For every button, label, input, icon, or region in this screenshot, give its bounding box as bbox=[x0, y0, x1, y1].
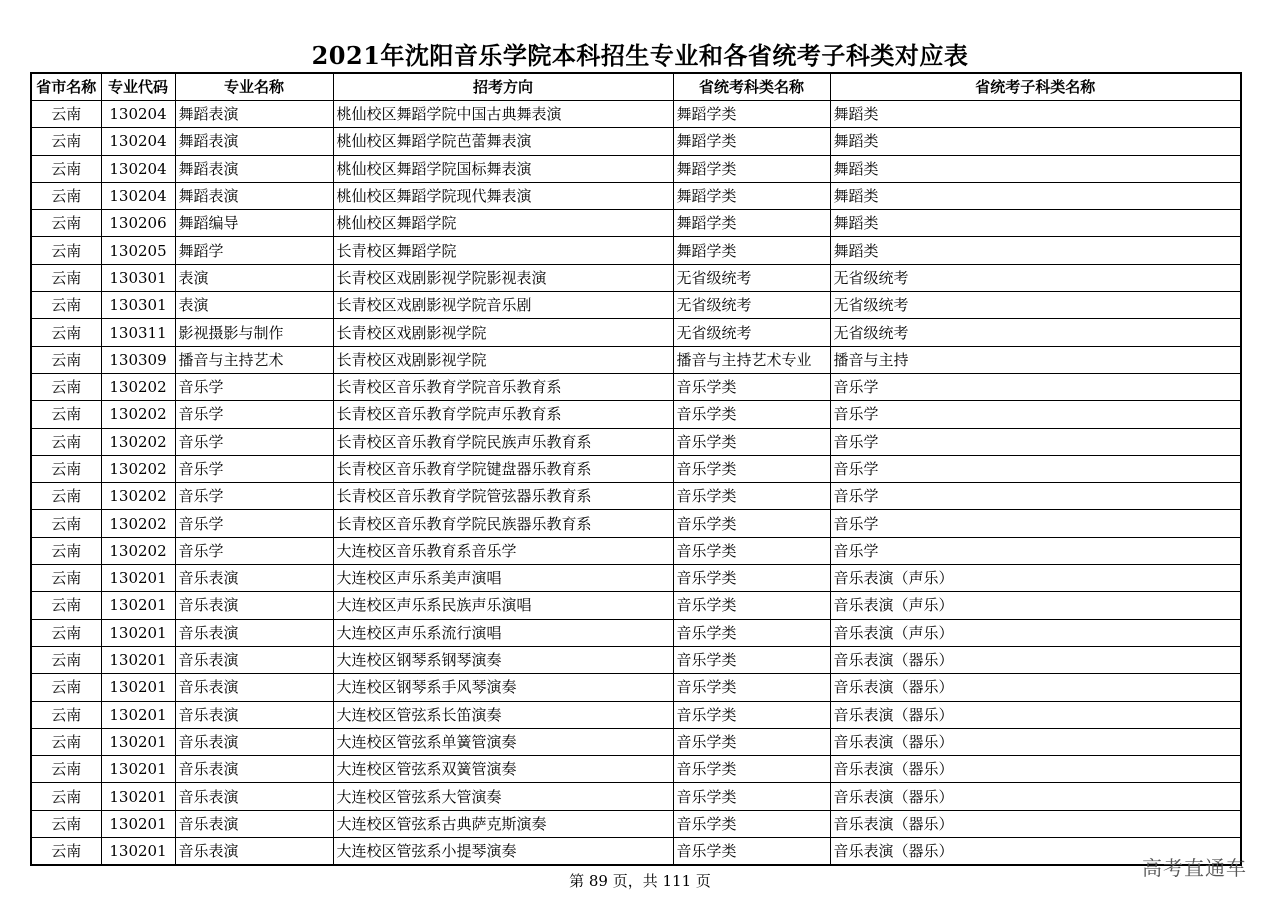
header-province: 省市名称 bbox=[31, 73, 101, 101]
cell-major-code: 130201 bbox=[101, 728, 175, 755]
table-row bbox=[31, 292, 1241, 319]
cell-direction: 长青校区音乐教育学院管弦器乐教育系 bbox=[333, 483, 673, 510]
cell-major-code: 130311 bbox=[101, 319, 175, 346]
table-row bbox=[31, 483, 1241, 510]
cell-major-name: 音乐表演 bbox=[175, 838, 333, 866]
header-category: 省统考科类名称 bbox=[673, 73, 830, 101]
cell-category: 音乐学类 bbox=[673, 674, 830, 701]
cell-major-code: 130202 bbox=[101, 455, 175, 482]
table-row bbox=[31, 537, 1241, 564]
cell-subcategory: 舞蹈类 bbox=[830, 101, 1241, 128]
table-header-row bbox=[31, 73, 1241, 101]
cell-major-code: 130201 bbox=[101, 619, 175, 646]
cell-subcategory: 舞蹈类 bbox=[830, 237, 1241, 264]
cell-subcategory: 音乐表演（声乐） bbox=[830, 565, 1241, 592]
cell-major-code: 130204 bbox=[101, 101, 175, 128]
cell-category: 舞蹈学类 bbox=[673, 182, 830, 209]
cell-category: 舞蹈学类 bbox=[673, 155, 830, 182]
cell-major-name: 音乐表演 bbox=[175, 592, 333, 619]
cell-province: 云南 bbox=[31, 101, 101, 128]
cell-major-code: 130201 bbox=[101, 565, 175, 592]
cell-major-name: 音乐学 bbox=[175, 483, 333, 510]
cell-major-code: 130201 bbox=[101, 783, 175, 810]
cell-province: 云南 bbox=[31, 674, 101, 701]
cell-subcategory: 播音与主持 bbox=[830, 346, 1241, 373]
table-row bbox=[31, 510, 1241, 537]
cell-province: 云南 bbox=[31, 783, 101, 810]
cell-province: 云南 bbox=[31, 237, 101, 264]
table-row bbox=[31, 373, 1241, 400]
cell-major-code: 130202 bbox=[101, 401, 175, 428]
cell-subcategory: 音乐表演（器乐） bbox=[830, 674, 1241, 701]
header-subcategory: 省统考子科类名称 bbox=[830, 73, 1241, 101]
cell-category: 无省级统考 bbox=[673, 319, 830, 346]
cell-category: 音乐学类 bbox=[673, 701, 830, 728]
cell-province: 云南 bbox=[31, 264, 101, 291]
cell-direction: 大连校区钢琴系钢琴演奏 bbox=[333, 646, 673, 673]
cell-direction: 长青校区戏剧影视学院影视表演 bbox=[333, 264, 673, 291]
cell-province: 云南 bbox=[31, 292, 101, 319]
cell-direction: 桃仙校区舞蹈学院芭蕾舞表演 bbox=[333, 128, 673, 155]
table-row bbox=[31, 428, 1241, 455]
cell-category: 无省级统考 bbox=[673, 292, 830, 319]
table-row bbox=[31, 101, 1241, 128]
cell-subcategory: 音乐学 bbox=[830, 373, 1241, 400]
cell-province: 云南 bbox=[31, 346, 101, 373]
cell-major-name: 音乐表演 bbox=[175, 756, 333, 783]
header-major-name: 专业名称 bbox=[175, 73, 333, 101]
cell-major-name: 音乐学 bbox=[175, 455, 333, 482]
cell-category: 音乐学类 bbox=[673, 455, 830, 482]
cell-province: 云南 bbox=[31, 537, 101, 564]
cell-category: 音乐学类 bbox=[673, 756, 830, 783]
cell-province: 云南 bbox=[31, 646, 101, 673]
table-row bbox=[31, 455, 1241, 482]
cell-major-code: 130206 bbox=[101, 210, 175, 237]
watermark: 高考直通车 bbox=[1142, 856, 1247, 880]
cell-subcategory: 舞蹈类 bbox=[830, 182, 1241, 209]
cell-direction: 大连校区管弦系古典萨克斯演奏 bbox=[333, 810, 673, 837]
cell-category: 音乐学类 bbox=[673, 838, 830, 866]
cell-direction: 大连校区声乐系美声演唱 bbox=[333, 565, 673, 592]
cell-category: 音乐学类 bbox=[673, 483, 830, 510]
cell-category: 音乐学类 bbox=[673, 537, 830, 564]
cell-subcategory: 音乐学 bbox=[830, 455, 1241, 482]
table-row bbox=[31, 346, 1241, 373]
cell-major-name: 表演 bbox=[175, 264, 333, 291]
cell-major-code: 130301 bbox=[101, 292, 175, 319]
cell-major-name: 音乐表演 bbox=[175, 701, 333, 728]
cell-category: 音乐学类 bbox=[673, 592, 830, 619]
cell-major-name: 音乐学 bbox=[175, 401, 333, 428]
cell-major-code: 130201 bbox=[101, 592, 175, 619]
cell-subcategory: 舞蹈类 bbox=[830, 210, 1241, 237]
cell-province: 云南 bbox=[31, 728, 101, 755]
page-footer: 第 89 页，共 111 页 bbox=[569, 872, 711, 890]
cell-direction: 长青校区戏剧影视学院音乐剧 bbox=[333, 292, 673, 319]
cell-major-name: 音乐学 bbox=[175, 373, 333, 400]
table-row bbox=[31, 319, 1241, 346]
cell-category: 音乐学类 bbox=[673, 428, 830, 455]
cell-province: 云南 bbox=[31, 155, 101, 182]
table-row bbox=[31, 810, 1241, 837]
cell-major-code: 130202 bbox=[101, 537, 175, 564]
cell-major-name: 表演 bbox=[175, 292, 333, 319]
cell-province: 云南 bbox=[31, 455, 101, 482]
cell-category: 音乐学类 bbox=[673, 373, 830, 400]
table-row bbox=[31, 674, 1241, 701]
table-row bbox=[31, 646, 1241, 673]
table-row bbox=[31, 756, 1241, 783]
cell-major-name: 音乐表演 bbox=[175, 728, 333, 755]
cell-province: 云南 bbox=[31, 128, 101, 155]
cell-direction: 长青校区音乐教育学院键盘器乐教育系 bbox=[333, 455, 673, 482]
header-major-code: 专业代码 bbox=[101, 73, 175, 101]
cell-subcategory: 音乐学 bbox=[830, 401, 1241, 428]
cell-category: 舞蹈学类 bbox=[673, 101, 830, 128]
cell-major-name: 音乐表演 bbox=[175, 783, 333, 810]
table-row bbox=[31, 128, 1241, 155]
table-row bbox=[31, 237, 1241, 264]
cell-subcategory: 无省级统考 bbox=[830, 292, 1241, 319]
table-row bbox=[31, 592, 1241, 619]
cell-major-code: 130309 bbox=[101, 346, 175, 373]
cell-major-name: 舞蹈编导 bbox=[175, 210, 333, 237]
cell-major-code: 130201 bbox=[101, 756, 175, 783]
cell-category: 音乐学类 bbox=[673, 810, 830, 837]
cell-major-code: 130202 bbox=[101, 373, 175, 400]
cell-major-code: 130201 bbox=[101, 646, 175, 673]
document-title: 2021年沈阳音乐学院本科招生专业和各省统考子科类对应表 bbox=[311, 41, 969, 70]
cell-province: 云南 bbox=[31, 373, 101, 400]
cell-direction: 长青校区音乐教育学院音乐教育系 bbox=[333, 373, 673, 400]
table-row bbox=[31, 401, 1241, 428]
cell-major-name: 舞蹈学 bbox=[175, 237, 333, 264]
cell-major-name: 影视摄影与制作 bbox=[175, 319, 333, 346]
cell-major-name: 舞蹈表演 bbox=[175, 182, 333, 209]
cell-major-name: 音乐学 bbox=[175, 510, 333, 537]
cell-province: 云南 bbox=[31, 319, 101, 346]
cell-direction: 长青校区音乐教育学院民族器乐教育系 bbox=[333, 510, 673, 537]
cell-major-name: 播音与主持艺术 bbox=[175, 346, 333, 373]
cell-category: 舞蹈学类 bbox=[673, 237, 830, 264]
cell-province: 云南 bbox=[31, 619, 101, 646]
cell-major-code: 130202 bbox=[101, 483, 175, 510]
cell-direction: 长青校区舞蹈学院 bbox=[333, 237, 673, 264]
cell-category: 音乐学类 bbox=[673, 565, 830, 592]
cell-subcategory: 音乐学 bbox=[830, 537, 1241, 564]
cell-province: 云南 bbox=[31, 756, 101, 783]
cell-subcategory: 舞蹈类 bbox=[830, 128, 1241, 155]
cell-subcategory: 音乐表演（器乐） bbox=[830, 646, 1241, 673]
cell-direction: 大连校区声乐系民族声乐演唱 bbox=[333, 592, 673, 619]
cell-province: 云南 bbox=[31, 182, 101, 209]
cell-major-name: 舞蹈表演 bbox=[175, 101, 333, 128]
table-row bbox=[31, 838, 1241, 866]
cell-subcategory: 音乐表演（器乐） bbox=[830, 838, 1241, 866]
cell-subcategory: 音乐学 bbox=[830, 428, 1241, 455]
cell-province: 云南 bbox=[31, 565, 101, 592]
cell-province: 云南 bbox=[31, 592, 101, 619]
cell-direction: 长青校区戏剧影视学院 bbox=[333, 319, 673, 346]
cell-province: 云南 bbox=[31, 810, 101, 837]
cell-subcategory: 音乐表演（器乐） bbox=[830, 701, 1241, 728]
cell-major-name: 音乐学 bbox=[175, 537, 333, 564]
table-row bbox=[31, 210, 1241, 237]
cell-major-code: 130201 bbox=[101, 674, 175, 701]
admissions-table bbox=[30, 72, 1242, 866]
cell-category: 音乐学类 bbox=[673, 728, 830, 755]
cell-province: 云南 bbox=[31, 510, 101, 537]
table-row bbox=[31, 264, 1241, 291]
cell-subcategory: 音乐表演（声乐） bbox=[830, 592, 1241, 619]
cell-major-code: 130201 bbox=[101, 810, 175, 837]
cell-direction: 长青校区戏剧影视学院 bbox=[333, 346, 673, 373]
cell-direction: 桃仙校区舞蹈学院 bbox=[333, 210, 673, 237]
cell-province: 云南 bbox=[31, 210, 101, 237]
table-row bbox=[31, 783, 1241, 810]
cell-category: 舞蹈学类 bbox=[673, 128, 830, 155]
cell-major-code: 130202 bbox=[101, 510, 175, 537]
cell-subcategory: 音乐表演（声乐） bbox=[830, 619, 1241, 646]
cell-major-code: 130202 bbox=[101, 428, 175, 455]
cell-major-name: 音乐表演 bbox=[175, 565, 333, 592]
cell-direction: 大连校区管弦系双簧管演奏 bbox=[333, 756, 673, 783]
cell-major-code: 130205 bbox=[101, 237, 175, 264]
cell-category: 舞蹈学类 bbox=[673, 210, 830, 237]
cell-major-name: 舞蹈表演 bbox=[175, 128, 333, 155]
cell-subcategory: 无省级统考 bbox=[830, 264, 1241, 291]
cell-major-code: 130201 bbox=[101, 701, 175, 728]
cell-direction: 大连校区音乐教育系音乐学 bbox=[333, 537, 673, 564]
cell-province: 云南 bbox=[31, 483, 101, 510]
cell-category: 播音与主持艺术专业 bbox=[673, 346, 830, 373]
cell-major-name: 音乐表演 bbox=[175, 619, 333, 646]
cell-major-code: 130204 bbox=[101, 155, 175, 182]
cell-major-code: 130204 bbox=[101, 128, 175, 155]
cell-major-name: 音乐学 bbox=[175, 428, 333, 455]
table-row bbox=[31, 701, 1241, 728]
cell-category: 音乐学类 bbox=[673, 646, 830, 673]
table-row bbox=[31, 728, 1241, 755]
cell-subcategory: 音乐表演（器乐） bbox=[830, 728, 1241, 755]
cell-province: 云南 bbox=[31, 428, 101, 455]
cell-category: 音乐学类 bbox=[673, 619, 830, 646]
cell-province: 云南 bbox=[31, 401, 101, 428]
cell-direction: 桃仙校区舞蹈学院中国古典舞表演 bbox=[333, 101, 673, 128]
cell-direction: 大连校区管弦系长笛演奏 bbox=[333, 701, 673, 728]
cell-subcategory: 无省级统考 bbox=[830, 319, 1241, 346]
cell-province: 云南 bbox=[31, 838, 101, 866]
cell-province: 云南 bbox=[31, 701, 101, 728]
table-row bbox=[31, 565, 1241, 592]
cell-category: 音乐学类 bbox=[673, 783, 830, 810]
cell-direction: 大连校区声乐系流行演唱 bbox=[333, 619, 673, 646]
cell-category: 无省级统考 bbox=[673, 264, 830, 291]
cell-major-name: 音乐表演 bbox=[175, 674, 333, 701]
cell-subcategory: 音乐表演（器乐） bbox=[830, 810, 1241, 837]
table-row bbox=[31, 155, 1241, 182]
cell-subcategory: 音乐学 bbox=[830, 510, 1241, 537]
cell-direction: 大连校区管弦系小提琴演奏 bbox=[333, 838, 673, 866]
cell-direction: 大连校区管弦系单簧管演奏 bbox=[333, 728, 673, 755]
cell-category: 音乐学类 bbox=[673, 510, 830, 537]
cell-direction: 大连校区管弦系大管演奏 bbox=[333, 783, 673, 810]
cell-category: 音乐学类 bbox=[673, 401, 830, 428]
cell-subcategory: 音乐表演（器乐） bbox=[830, 783, 1241, 810]
cell-subcategory: 音乐学 bbox=[830, 483, 1241, 510]
cell-direction: 桃仙校区舞蹈学院现代舞表演 bbox=[333, 182, 673, 209]
cell-major-name: 音乐表演 bbox=[175, 646, 333, 673]
cell-subcategory: 音乐表演（器乐） bbox=[830, 756, 1241, 783]
header-direction: 招考方向 bbox=[333, 73, 673, 101]
cell-major-name: 舞蹈表演 bbox=[175, 155, 333, 182]
cell-major-code: 130301 bbox=[101, 264, 175, 291]
cell-direction: 长青校区音乐教育学院民族声乐教育系 bbox=[333, 428, 673, 455]
table-body bbox=[31, 101, 1241, 866]
table-row bbox=[31, 182, 1241, 209]
cell-direction: 桃仙校区舞蹈学院国标舞表演 bbox=[333, 155, 673, 182]
cell-major-name: 音乐表演 bbox=[175, 810, 333, 837]
cell-direction: 大连校区钢琴系手风琴演奏 bbox=[333, 674, 673, 701]
table-row bbox=[31, 619, 1241, 646]
cell-major-code: 130201 bbox=[101, 838, 175, 866]
cell-major-code: 130204 bbox=[101, 182, 175, 209]
cell-direction: 长青校区音乐教育学院声乐教育系 bbox=[333, 401, 673, 428]
cell-subcategory: 舞蹈类 bbox=[830, 155, 1241, 182]
